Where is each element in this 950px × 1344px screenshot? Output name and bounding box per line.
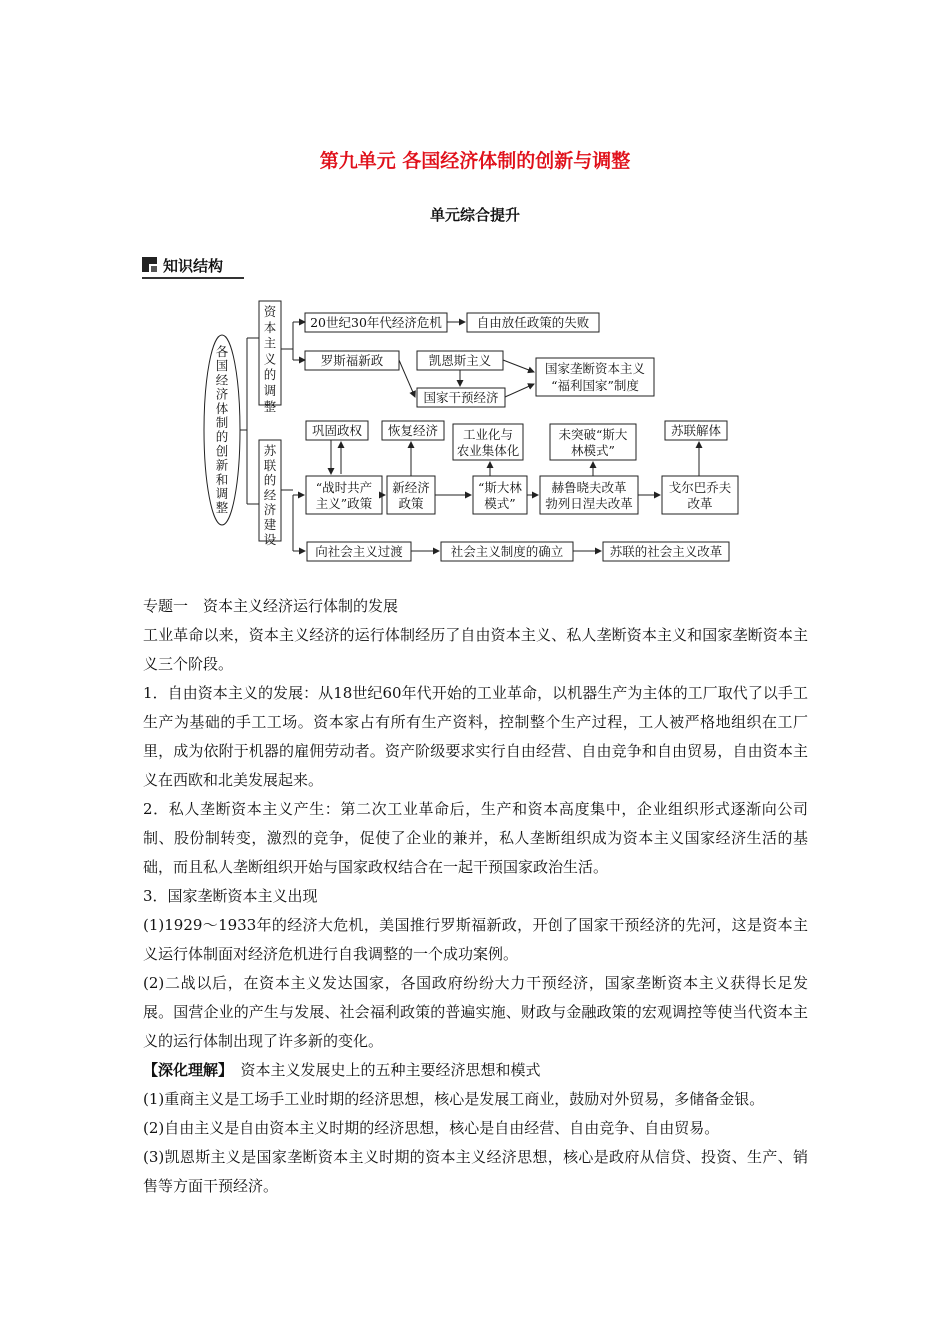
node-stalin-model-line2: 模式” [484,496,516,511]
node-dissolution: 苏联解体 [670,423,722,438]
deep-understanding-heading [143,1056,808,1085]
node-war-communism-line1: “战时共产 [315,480,373,495]
node-gorbachev-line1: 戈尔巴乔夫 [668,480,732,495]
intro-paragraph: 工业革命以来，资本主义经济的运行体制经历了自由资本主义、私人垄断资本主义和国家垄断资本主义三个阶段。 [143,626,808,673]
point-2: 2．私人垄断资本主义产生：第二次工业革命后，生产和资本高度集中，企业组织形式逐渐向公司制、股份制转变，激烈的竞争，促使了企业的兼并，私人垄断组织成为资本主义国家经济生活的基础，而且私人垄断组织开始与国家政权结合在一起干预国家政治生活。 [143,800,808,876]
node-industrialization-line2: 农业集体化 [456,443,520,458]
vtext-sov-text: 苏联的经济建设 [263,443,277,547]
node-no-break-line2: 林模式” [571,443,615,458]
node-establish: 社会主义制度的确立 [450,544,564,559]
node-laissez-faire: 自由放任政策的失败 [476,315,590,330]
vtext-cap-text: 资本主义的调整 [263,304,277,414]
node-stalin-model-line1: “斯大林 [478,480,522,495]
node-state-intervention: 国家干预经济 [423,390,499,405]
deep-item-3: (3)凯恩斯主义是国家垄断资本主义时期的资本主义经济思想，核心是政府从信贷、投资、生产、销售等方面干预经济。 [143,1148,808,1195]
point-3-a: (1)1929～1933年的经济大危机，美国推行罗斯福新政，开创了国家干预经济的先河，这是资本主义运行体制面对经济危机进行自我调整的一个成功案例。 [143,916,808,963]
node-no-break-line1: 未突破“斯大 [558,427,628,442]
node-new-deal: 罗斯福新政 [320,353,384,368]
node-khrushchev-line2: 勃列日涅夫改革 [545,496,633,511]
node-khrushchev-line1: 赫鲁晓夫改革 [551,480,627,495]
node-transition: 向社会主义过渡 [315,544,403,559]
point-1: 1．自由资本主义的发展：从18世纪60年代开始的工业革命，以机器生产为主体的工厂取代了以手工生产为基础的手工工场。资本家占有所有生产资料，控制整个生产过程，工人被严格地组织在工厂里，成为依附于机器的雇佣劳动者。资产阶级要求实行自由经营、自由竞争和自由贸易，自由资本主义在西欧和北美发展起来。 [143,684,808,789]
deep-item-1: (1)重商主义是工场手工业时期的经济思想，核心是发展工商业，鼓励对外贸易，多储备金银。 [143,1090,765,1108]
node-nep-line1: 新经济 [392,480,430,495]
point-3-b: (2)二战以后，在资本主义发达国家，各国政府纷纷大力干预经济，国家垄断资本主义获得长足发展。国营企业的产生与发展、社会福利政策的普遍实施、财政与金融政策的宏观调控等使当代资本主义的运行体制出现了许多新的变化。 [143,974,808,1050]
node-consolidate: 巩固政权 [311,423,363,438]
node-crisis: 20世纪30年代经济危机 [310,315,442,330]
page-subtitle: 单元综合提升 [429,206,520,224]
branch-soviet-label [264,443,277,547]
node-welfare-line2: “福利国家”制度 [551,378,639,393]
vtext-root-text: 各国经济体制的创新和调整 [215,344,229,516]
section-header [142,255,244,279]
deep-understanding-title: 资本主义发展史上的五种主要经济思想和模式 [225,1061,541,1079]
page-title: 第九单元 各国经济体制的创新与调整 [319,150,631,172]
knowledge-structure-diagram [195,294,755,566]
node-soviet-reform: 苏联的社会主义改革 [609,544,723,559]
node-nep-line2: 政策 [398,496,424,511]
root-label-chars [216,344,229,515]
node-industrialization-line1: 工业化与 [462,427,514,442]
deep-item-2: (2)自由主义是自由资本主义时期的经济思想，核心是自由经营、自由竞争、自由贸易。 [143,1119,720,1137]
main-content [143,592,808,1201]
node-welfare-line1: 国家垄断资本主义 [544,361,646,376]
deep-understanding-tag: 【深化理解】 [143,1061,226,1079]
branch-capitalism-label [264,304,277,414]
node-keynes: 凯恩斯主义 [428,353,492,368]
point-3: 3．国家垄断资本主义出现 [143,887,318,905]
topic-heading: 专题一 资本主义经济运行体制的发展 [143,597,399,615]
node-war-communism-line2: 主义”政策 [315,496,373,511]
section-label: 知识结构 [163,257,224,275]
node-restore: 恢复经济 [387,423,439,438]
node-gorbachev-line2: 改革 [687,496,713,511]
